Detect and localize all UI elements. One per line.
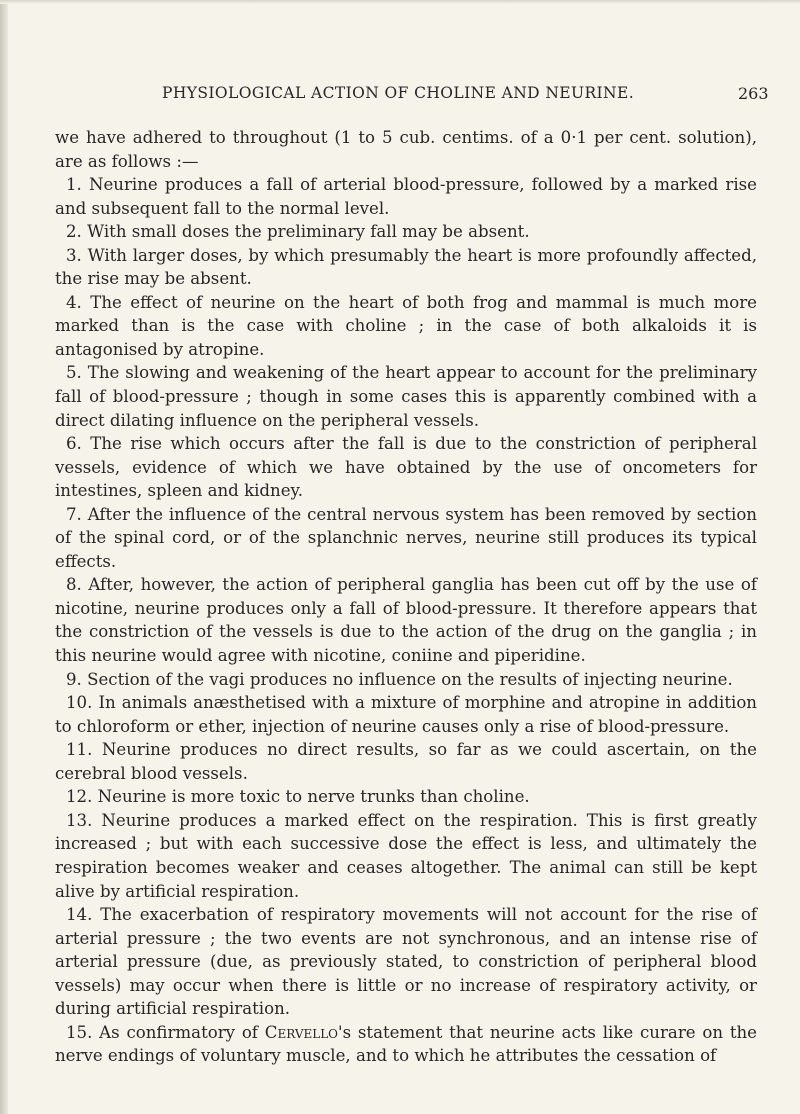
list-item-5: 5. The slowing and weakening of the heart appear to account for the preliminary fall of blood-pressure ; though in some cases this is apparently combined with a direct dilating influence on the peripheral vessels. xyxy=(55,363,757,430)
page-left-edge xyxy=(0,0,8,1114)
list-item-14: 14. The exacerbation of respiratory movements will not account for the rise of arterial pressure ; the two events are not synchronous, and an intense rise of arterial pressure (due, as previously stated, to constriction of peripheral blood vessels) may occur when there is little or no increase of respiratory activity, or during artificial respiration. xyxy=(55,905,757,1019)
page-top-edge xyxy=(0,0,800,4)
list-item-2: 2. With small doses the preliminary fall may be absent. xyxy=(66,222,530,242)
intro-paragraph: we have adhered to throughout (1 to 5 cub. centims. of a 0·1 per cent. solution), are as follows :— xyxy=(55,128,757,171)
list-item-13: 13. Neurine produces a marked effect on the respiration. This is first greatly increased ; but with each successive dose the effect is less, and ultimately the respiration becomes weaker and ceases altogether. The animal can still be kept alive by artificial respiration. xyxy=(55,810,757,901)
running-title: PHYSIOLOGICAL ACTION OF CHOLINE AND NEURINE. xyxy=(162,84,635,102)
list-item-9: 9. Section of the vagi produces no influence on the results of injecting neurine. xyxy=(66,669,733,689)
list-item-8: 8. After, however, the action of peripheral ganglia has been cut off by the use of nicotine, neurine produces only a fall of blood-pressure. It therefore appears that the constriction of the vessels is due to the action of the drug on the ganglia ; in this neurine would agree with nicotine, coniine and piperidine. xyxy=(55,575,757,666)
list-item-11: 11. Neurine produces no direct results, so far as we could ascertain, on the cerebral blood vessels. xyxy=(55,740,757,783)
list-item-7: 7. After the influence of the central nervous system has been removed by section of the spinal cord, or of the splanchnic nerves, neurine still produces its typical effects. xyxy=(55,504,757,571)
list-item-6: 6. The rise which occurs after the fall is due to the constriction of peripheral vessels, evidence of which we have obtained by the use of oncometers for intestines, spleen and kidney. xyxy=(55,434,757,501)
page-number: 263 xyxy=(738,84,769,103)
list-item-1: 1. Neurine produces a fall of arterial blood-pressure, followed by a marked rise and subsequent fall to the normal level. xyxy=(55,175,757,218)
page-body xyxy=(55,126,757,1068)
list-item-4: 4. The effect of neurine on the heart of both frog and mammal is much more marked than is the case with choline ; in the case of both alkaloids it is antagonised by atropine. xyxy=(55,292,757,359)
page-header xyxy=(0,84,800,108)
list-item-15 xyxy=(55,1021,757,1068)
author-name-cervello: Cervello xyxy=(264,1022,339,1042)
list-item-3: 3. With larger doses, by which presumably the heart is more profoundly affected, the rise may be absent. xyxy=(55,245,757,289)
list-item-12: 12. Neurine is more toxic to nerve trunks than choline. xyxy=(66,787,530,807)
item-15-suffix: 's statement that neurine acts like curare on the nerve endings of voluntary muscle, and to which he attributes the cessation of xyxy=(55,1022,757,1066)
list-item-10: 10. In animals anæsthetised with a mixture of morphine and atropine in addition to chloroform or ether, injection of neurine causes only a rise of blood-pressure. xyxy=(55,693,757,736)
item-15-prefix: 15. As confirmatory of xyxy=(66,1022,265,1042)
